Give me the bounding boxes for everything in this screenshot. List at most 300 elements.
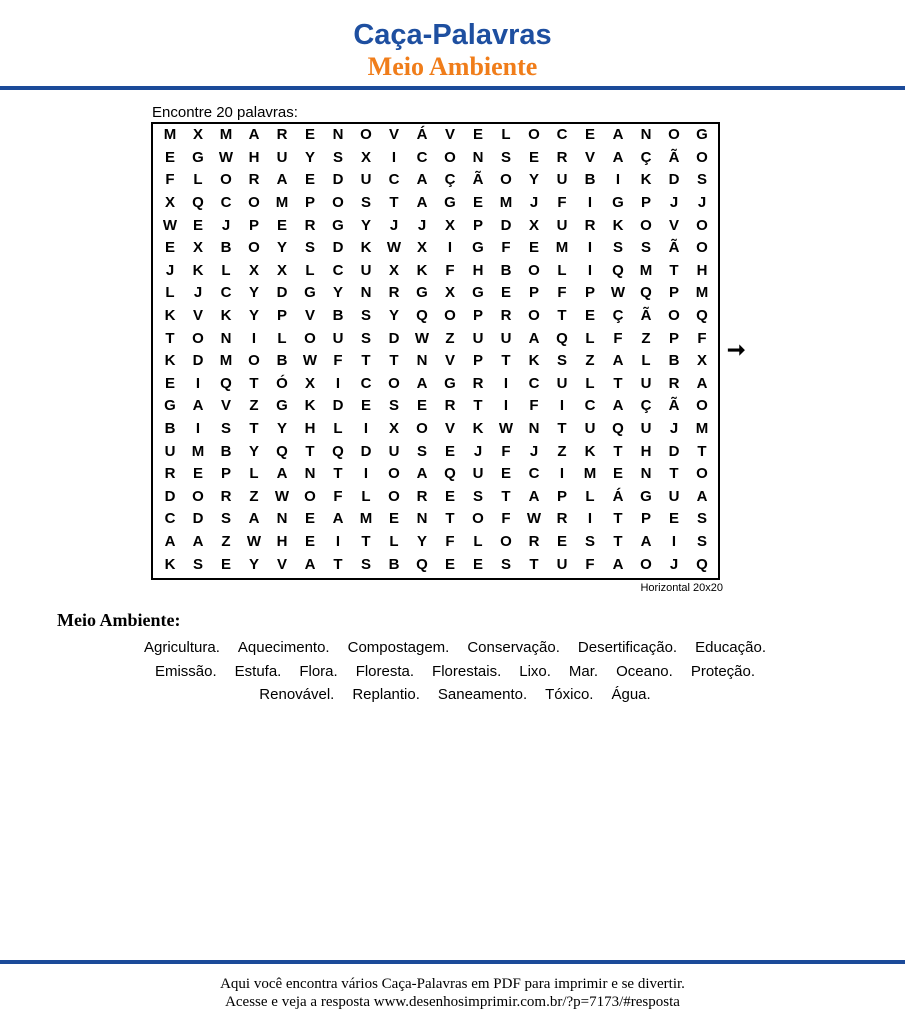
grid-letter[interactable]: Q [640,284,652,302]
grid-letter[interactable]: N [528,420,540,438]
grid-letter[interactable]: Y [528,171,539,189]
grid-letter[interactable]: G [472,284,484,302]
grid-letter[interactable]: R [248,171,260,189]
grid-letter[interactable]: G [164,397,176,415]
grid-letter[interactable]: J [529,442,539,460]
grid-letter[interactable]: M [555,239,569,257]
grid-letter[interactable]: C [584,397,596,415]
grid-letter[interactable]: E [472,126,483,144]
grid-letter[interactable]: C [528,374,540,392]
grid-letter[interactable]: J [669,420,679,438]
grid-letter[interactable]: U [360,261,372,279]
grid-letter[interactable]: H [640,442,652,460]
grid-letter[interactable]: L [557,261,567,279]
grid-letter[interactable]: W [414,329,430,347]
grid-letter[interactable]: E [556,532,567,550]
grid-letter[interactable]: A [612,555,624,573]
grid-letter[interactable]: P [472,216,483,234]
grid-letter[interactable]: F [557,284,567,302]
grid-letter[interactable]: Q [416,307,428,325]
grid-letter[interactable]: Z [557,442,567,460]
grid-letter[interactable]: O [304,329,316,347]
grid-letter[interactable]: O [668,307,680,325]
grid-letter[interactable]: A [528,487,540,505]
grid-letter[interactable]: Q [696,555,708,573]
grid-letter[interactable]: I [363,465,369,483]
grid-letter[interactable]: S [472,487,483,505]
grid-letter[interactable]: O [500,171,512,189]
grid-letter[interactable]: A [416,194,428,212]
grid-letter[interactable]: L [501,126,511,144]
grid-letter[interactable]: F [445,532,455,550]
grid-letter[interactable]: M [219,352,233,370]
grid-letter[interactable]: A [612,148,624,166]
grid-letter[interactable]: A [248,510,260,528]
grid-letter[interactable]: T [613,442,623,460]
grid-letter[interactable]: N [304,465,316,483]
grid-letter[interactable]: C [388,171,400,189]
grid-letter[interactable]: E [584,126,595,144]
grid-letter[interactable]: R [500,307,512,325]
grid-letter[interactable]: I [671,532,677,550]
grid-letter[interactable]: T [669,261,679,279]
grid-letter[interactable]: X [304,374,315,392]
grid-letter[interactable]: L [305,261,315,279]
grid-letter[interactable]: Á [416,126,428,144]
grid-letter[interactable]: F [585,555,595,573]
grid-letter[interactable]: I [615,171,621,189]
grid-letter[interactable]: G [416,284,428,302]
grid-letter[interactable]: M [219,126,233,144]
grid-letter[interactable]: Y [248,284,259,302]
grid-letter[interactable]: Y [248,442,259,460]
grid-letter[interactable]: I [195,420,201,438]
grid-letter[interactable]: U [276,148,288,166]
grid-letter[interactable]: E [416,397,427,415]
grid-letter[interactable]: K [416,261,428,279]
grid-letter[interactable]: I [559,397,565,415]
grid-letter[interactable]: I [363,420,369,438]
grid-letter[interactable]: A [416,171,428,189]
grid-letter[interactable]: L [333,420,343,438]
grid-letter[interactable]: R [276,126,288,144]
grid-letter[interactable]: R [220,487,232,505]
grid-letter[interactable]: A [276,465,288,483]
grid-letter[interactable]: J [529,194,539,212]
grid-letter[interactable]: S [640,239,651,257]
grid-letter[interactable]: Ã [640,307,652,325]
grid-letter[interactable]: P [304,194,315,212]
grid-letter[interactable]: B [584,171,596,189]
grid-letter[interactable]: E [164,148,175,166]
grid-letter[interactable]: X [416,239,427,257]
grid-letter[interactable]: U [556,555,568,573]
grid-letter[interactable]: A [304,555,316,573]
grid-letter[interactable]: R [388,284,400,302]
grid-letter[interactable]: N [332,126,344,144]
grid-letter[interactable]: O [528,261,540,279]
grid-letter[interactable]: L [249,465,259,483]
grid-letter[interactable]: V [388,126,399,144]
grid-letter[interactable]: G [640,487,652,505]
grid-letter[interactable]: O [360,126,372,144]
grid-letter[interactable]: J [669,194,679,212]
grid-letter[interactable]: E [360,397,371,415]
grid-letter[interactable]: T [669,465,679,483]
grid-letter[interactable]: U [500,329,512,347]
grid-letter[interactable]: O [192,487,204,505]
grid-letter[interactable]: L [641,352,651,370]
grid-letter[interactable]: E [668,510,679,528]
grid-letter[interactable]: E [584,307,595,325]
grid-letter[interactable]: T [361,352,371,370]
grid-letter[interactable]: O [640,555,652,573]
grid-letter[interactable]: D [668,442,680,460]
grid-letter[interactable]: L [361,487,371,505]
grid-letter[interactable]: A [416,374,428,392]
grid-letter[interactable]: H [248,148,260,166]
grid-letter[interactable]: A [640,532,652,550]
grid-letter[interactable]: U [556,374,568,392]
grid-letter[interactable]: V [304,307,315,325]
grid-letter[interactable]: U [640,420,652,438]
grid-letter[interactable]: P [668,329,679,347]
grid-letter[interactable]: P [528,284,539,302]
grid-letter[interactable]: X [528,216,539,234]
grid-letter[interactable]: M [275,194,289,212]
grid-letter[interactable]: E [528,239,539,257]
grid-letter[interactable]: P [220,465,231,483]
grid-letter[interactable]: K [612,216,624,234]
grid-letter[interactable]: D [192,510,204,528]
grid-letter[interactable]: O [388,487,400,505]
grid-letter[interactable]: I [503,374,509,392]
grid-letter[interactable]: B [276,352,288,370]
grid-letter[interactable]: L [277,329,287,347]
grid-letter[interactable]: J [473,442,483,460]
grid-letter[interactable]: Q [444,465,456,483]
grid-letter[interactable]: E [304,510,315,528]
grid-letter[interactable]: Q [696,307,708,325]
grid-letter[interactable]: Ç [444,171,456,189]
footer-line-2[interactable]: Acesse e veja a resposta www.desenhosimprimir.com.br/?p=7173/#resposta [225,994,680,1010]
grid-letter[interactable]: F [165,171,175,189]
grid-letter[interactable]: P [640,510,651,528]
grid-letter[interactable]: C [164,510,176,528]
grid-letter[interactable]: O [668,126,680,144]
grid-letter[interactable]: T [473,397,483,415]
grid-letter[interactable]: E [164,374,175,392]
grid-letter[interactable]: I [447,239,453,257]
grid-letter[interactable]: J [165,261,175,279]
grid-letter[interactable]: T [389,352,399,370]
grid-letter[interactable]: Ã [668,239,680,257]
grid-letter[interactable]: X [192,239,203,257]
grid-letter[interactable]: M [499,194,513,212]
grid-letter[interactable]: I [587,194,593,212]
grid-letter[interactable]: P [668,284,679,302]
grid-letter[interactable]: Á [612,487,624,505]
grid-letter[interactable]: G [192,148,204,166]
grid-letter[interactable]: S [500,148,511,166]
grid-letter[interactable]: O [248,352,260,370]
grid-letter[interactable]: H [696,261,708,279]
grid-letter[interactable]: A [248,126,260,144]
grid-letter[interactable]: C [556,126,568,144]
grid-letter[interactable]: E [472,555,483,573]
grid-letter[interactable]: S [192,555,203,573]
grid-letter[interactable]: Q [612,261,624,279]
grid-letter[interactable]: T [613,510,623,528]
grid-letter[interactable]: J [389,216,399,234]
grid-letter[interactable]: L [585,329,595,347]
grid-letter[interactable]: F [333,352,343,370]
grid-letter[interactable]: I [587,510,593,528]
grid-letter[interactable]: K [584,442,596,460]
grid-letter[interactable]: X [388,420,399,438]
grid-letter[interactable]: O [696,148,708,166]
grid-letter[interactable]: N [416,352,428,370]
grid-letter[interactable]: T [529,555,539,573]
grid-letter[interactable]: S [360,194,371,212]
grid-letter[interactable]: B [220,239,232,257]
grid-letter[interactable]: G [444,194,456,212]
grid-letter[interactable]: Q [556,329,568,347]
grid-letter[interactable]: C [528,465,540,483]
grid-letter[interactable]: N [640,465,652,483]
grid-letter[interactable]: P [640,194,651,212]
grid-letter[interactable]: Z [445,329,455,347]
grid-letter[interactable]: V [220,397,231,415]
grid-letter[interactable]: J [669,555,679,573]
grid-letter[interactable]: I [195,374,201,392]
grid-letter[interactable]: X [360,148,371,166]
grid-letter[interactable]: X [696,352,707,370]
grid-letter[interactable]: L [389,532,399,550]
grid-letter[interactable]: V [444,420,455,438]
grid-letter[interactable]: N [416,510,428,528]
grid-letter[interactable]: O [500,532,512,550]
grid-letter[interactable]: D [332,397,344,415]
grid-letter[interactable]: T [361,532,371,550]
grid-letter[interactable]: E [500,465,511,483]
grid-letter[interactable]: Y [360,216,371,234]
grid-letter[interactable]: T [501,487,511,505]
grid-letter[interactable]: D [668,171,680,189]
grid-letter[interactable]: C [220,284,232,302]
grid-letter[interactable]: U [668,487,680,505]
grid-letter[interactable]: D [164,487,176,505]
grid-letter[interactable]: G [304,284,316,302]
grid-letter[interactable]: E [304,126,315,144]
grid-letter[interactable]: D [332,171,344,189]
grid-letter[interactable]: G [696,126,708,144]
grid-letter[interactable]: K [164,352,176,370]
grid-letter[interactable]: L [585,374,595,392]
grid-letter[interactable]: N [276,510,288,528]
grid-letter[interactable]: R [584,216,596,234]
grid-letter[interactable]: Ã [668,397,680,415]
grid-letter[interactable]: E [276,216,287,234]
grid-letter[interactable]: W [526,510,542,528]
grid-letter[interactable]: Q [612,420,624,438]
grid-letter[interactable]: Q [276,442,288,460]
grid-letter[interactable]: T [333,555,343,573]
grid-letter[interactable]: I [391,148,397,166]
grid-letter[interactable]: K [528,352,540,370]
grid-letter[interactable]: E [612,465,623,483]
grid-letter[interactable]: O [696,397,708,415]
grid-letter[interactable]: F [529,397,539,415]
grid-letter[interactable]: S [220,510,231,528]
grid-letter[interactable]: W [218,148,234,166]
grid-letter[interactable]: E [164,239,175,257]
grid-letter[interactable]: O [304,487,316,505]
grid-letter[interactable]: D [500,216,512,234]
grid-letter[interactable]: I [335,374,341,392]
grid-letter[interactable]: U [556,171,568,189]
grid-letter[interactable]: U [584,420,596,438]
grid-letter[interactable]: Q [192,194,204,212]
grid-letter[interactable]: F [501,510,511,528]
grid-letter[interactable]: Y [276,420,287,438]
grid-letter[interactable]: G [444,374,456,392]
grid-letter[interactable]: M [639,261,653,279]
grid-letter[interactable]: I [587,261,593,279]
grid-letter[interactable]: O [528,126,540,144]
grid-letter[interactable]: T [501,352,511,370]
grid-letter[interactable]: B [164,420,176,438]
grid-letter[interactable]: U [556,216,568,234]
grid-letter[interactable]: U [472,465,484,483]
grid-letter[interactable]: B [500,261,512,279]
grid-letter[interactable]: F [697,329,707,347]
grid-letter[interactable]: Ã [668,148,680,166]
grid-letter[interactable]: J [221,216,231,234]
grid-letter[interactable]: W [274,487,290,505]
grid-letter[interactable]: A [612,397,624,415]
grid-letter[interactable]: X [444,216,455,234]
grid-letter[interactable]: O [444,148,456,166]
grid-letter[interactable]: S [556,352,567,370]
grid-letter[interactable]: O [640,216,652,234]
grid-letter[interactable]: E [388,510,399,528]
grid-letter[interactable]: O [696,465,708,483]
grid-letter[interactable]: D [276,284,288,302]
grid-letter[interactable]: D [332,239,344,257]
grid-letter[interactable]: H [304,420,316,438]
grid-letter[interactable]: B [388,555,400,573]
grid-letter[interactable]: X [192,126,203,144]
grid-letter[interactable]: Y [304,148,315,166]
grid-letter[interactable]: K [192,261,204,279]
grid-letter[interactable]: T [165,329,175,347]
grid-letter[interactable]: O [444,307,456,325]
grid-letter[interactable]: A [612,352,624,370]
grid-letter[interactable]: E [444,487,455,505]
grid-letter[interactable]: O [528,307,540,325]
grid-letter[interactable]: M [695,284,709,302]
grid-letter[interactable]: W [498,420,514,438]
grid-letter[interactable]: L [585,487,595,505]
grid-letter[interactable]: M [163,126,177,144]
grid-letter[interactable]: Z [641,329,651,347]
grid-letter[interactable]: G [472,239,484,257]
grid-letter[interactable]: Ã [472,171,484,189]
grid-letter[interactable]: J [193,284,203,302]
grid-letter[interactable]: F [501,442,511,460]
grid-letter[interactable]: A [332,510,344,528]
grid-letter[interactable]: W [246,532,262,550]
grid-letter[interactable]: H [472,261,484,279]
grid-letter[interactable]: D [388,329,400,347]
grid-letter[interactable]: P [472,307,483,325]
grid-letter[interactable]: V [276,555,287,573]
grid-letter[interactable]: C [220,194,232,212]
grid-letter[interactable]: E [220,555,231,573]
grid-letter[interactable]: K [472,420,484,438]
grid-letter[interactable]: H [276,532,288,550]
grid-letter[interactable]: A [696,487,708,505]
grid-letter[interactable]: N [640,126,652,144]
grid-letter[interactable]: F [333,487,343,505]
grid-letter[interactable]: V [192,307,203,325]
grid-letter[interactable]: J [417,216,427,234]
grid-letter[interactable]: O [248,239,260,257]
grid-letter[interactable]: A [612,126,624,144]
grid-letter[interactable]: S [416,442,427,460]
grid-letter[interactable]: S [388,397,399,415]
grid-letter[interactable]: E [444,555,455,573]
grid-letter[interactable]: S [360,329,371,347]
grid-letter[interactable]: W [302,352,318,370]
grid-letter[interactable]: Y [248,555,259,573]
grid-letter[interactable]: E [444,442,455,460]
grid-letter[interactable]: X [276,261,287,279]
grid-letter[interactable]: R [416,487,428,505]
grid-letter[interactable]: X [248,261,259,279]
grid-letter[interactable]: S [696,510,707,528]
grid-letter[interactable]: O [388,374,400,392]
grid-letter[interactable]: S [304,239,315,257]
grid-letter[interactable]: R [444,397,456,415]
grid-letter[interactable]: B [332,307,344,325]
grid-letter[interactable]: Q [416,555,428,573]
grid-letter[interactable]: L [221,261,231,279]
grid-letter[interactable]: M [695,420,709,438]
grid-letter[interactable]: A [416,465,428,483]
grid-letter[interactable]: E [500,284,511,302]
grid-letter[interactable]: N [360,284,372,302]
grid-letter[interactable]: O [696,239,708,257]
grid-letter[interactable]: V [584,148,595,166]
grid-letter[interactable]: F [445,261,455,279]
grid-letter[interactable]: K [164,555,176,573]
grid-letter[interactable]: X [388,261,399,279]
grid-letter[interactable]: R [472,374,484,392]
grid-letter[interactable]: K [304,397,316,415]
grid-letter[interactable]: S [360,555,371,573]
grid-letter[interactable]: K [360,239,372,257]
grid-letter[interactable]: Ç [612,307,624,325]
grid-letter[interactable]: S [584,532,595,550]
grid-letter[interactable]: S [696,171,707,189]
grid-letter[interactable]: B [668,352,680,370]
grid-letter[interactable]: T [249,420,259,438]
grid-letter[interactable]: Q [220,374,232,392]
grid-letter[interactable]: M [583,465,597,483]
grid-letter[interactable]: V [668,216,679,234]
